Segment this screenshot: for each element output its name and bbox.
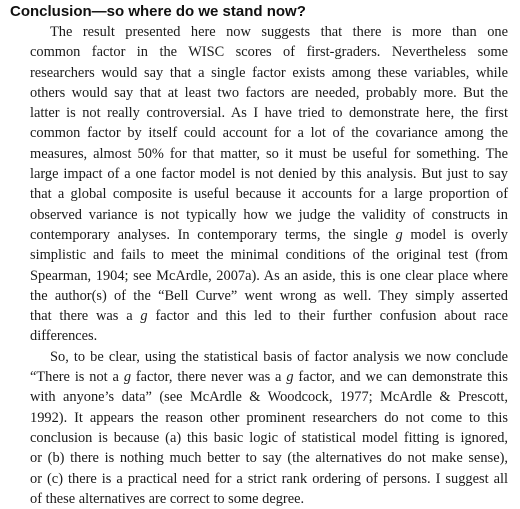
paragraph-1-line: that there was a g factor and this led to their further confusion about race [30, 308, 509, 325]
paragraph-1-line: Spearman, 1904; see McArdle, 2007a). As an aside, this is one clear place where [30, 267, 508, 284]
paragraph-1-line: large impact of a one factor model is not denied by this analysis. But just to say [30, 166, 508, 183]
section-heading: Conclusion—so where do we stand now? [10, 3, 306, 20]
paragraph-1-line: others would say that at least two factors are needed, probably more. But the [30, 84, 508, 101]
paragraph-1-line: measures, almost 50% for that matter, so it must be useful for something. The [30, 145, 508, 162]
paragraph-1-line: observed variance is not typically how we judge the validity of constructs in [30, 206, 508, 223]
paragraph-2-line: of these alternatives are correct to some degree. [30, 490, 305, 507]
paragraph-1-line: that a global composite is useful because it accounts for a large proportion of [30, 186, 508, 203]
paragraph-1-line: researchers would say that a single factor exists among these variables, while [30, 64, 508, 81]
paragraph-2-line: or (c) there is a practical need for a strict rank ordering of persons. I suggest all [30, 470, 508, 487]
paragraph-1-line: the author(s) of the “Bell Curve” went wrong as well. They simply asserted [30, 287, 508, 304]
paragraph-1-line: common factor in the WISC scores of first-graders. Nevertheless some [30, 44, 508, 61]
paragraph-2-line: conclusion is because (a) this basic logic of statistical model fitting is ignored, [30, 429, 508, 446]
paragraph-1-line: contemporary analyses. In contemporary terms, the single g model is overly [30, 226, 509, 243]
paragraph-2-line: or (b) there is nothing much better to say (the alternatives do not make sense), [30, 450, 508, 467]
paragraph-2 [10, 347, 508, 509]
paragraph-2-line: So, to be clear, using the statistical basis of factor analysis we now conclude [50, 348, 508, 365]
paragraph-1-line: differences. [30, 328, 98, 345]
paragraph-1-line: common factor by itself could account for a lot of the covariance among the [30, 125, 508, 142]
paragraph-2-line: 1992). It appears the reason other prominent researchers do not come to this [30, 409, 508, 426]
paragraph-1-line: The result presented here now suggests that there is more than one [50, 24, 508, 40]
paragraph-2-line: “There is not a g factor, there never was a g factor, and we can demonstrate this [30, 369, 508, 386]
paragraph-1-line: simplistic and fails to meet the minimal conditions of the original test (from [30, 247, 508, 264]
paragraph-1 [10, 22, 508, 347]
paragraph-2-line: with anyone’s data” (see McArdle & Woodcock, 1977; McArdle & Prescott, [30, 389, 508, 406]
document-page [10, 0, 508, 509]
paragraph-1-line: latter is not really controversial. As I have tried to demonstrate here, the first [30, 105, 508, 122]
